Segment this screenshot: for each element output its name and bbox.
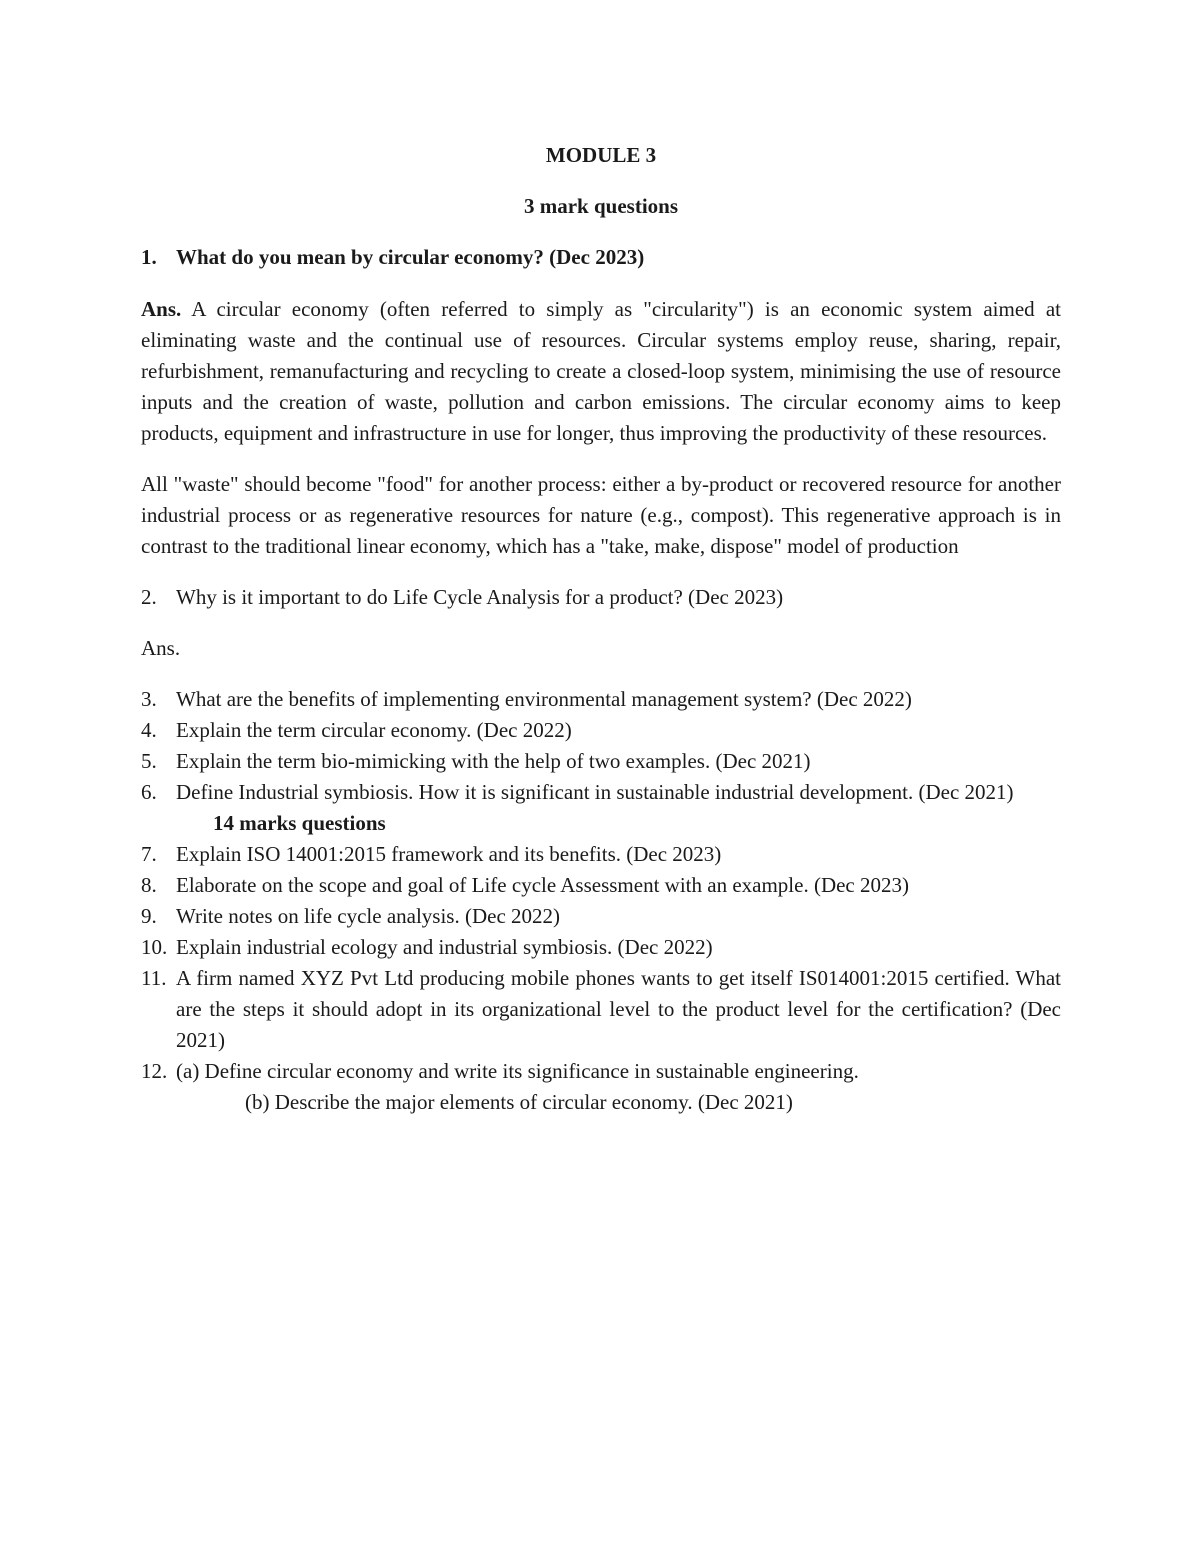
module-title: MODULE 3 [545,143,657,167]
question-number: 10. [141,935,168,959]
question-text: Explain industrial ecology and industrial symbiosis. (Dec 2022) [176,935,713,959]
list-item [141,870,1061,901]
question-text: Define Industrial symbiosis. How it is significant in sustainable industrial development. (Dec 2021) [176,780,1014,804]
question-number: 5. [141,749,157,773]
question-1 [141,242,1061,273]
question-text: Why is it important to do Life Cycle Analysis for a product? (Dec 2023) [176,585,784,609]
question-number: 3. [141,687,157,711]
question-list-14-marks [141,839,1061,1118]
question-number: 1. [141,245,157,269]
question-number: 7. [141,842,157,866]
question-number: 11. [141,966,167,990]
question-text: What are the benefits of implementing environmental management system? (Dec 2022) [176,687,912,711]
answer-2-label: Ans. [141,636,181,660]
list-item [141,839,1061,870]
question-number: 8. [141,873,157,897]
question-text: Explain the term circular economy. (Dec 2022) [176,718,572,742]
question-text: Write notes on life cycle analysis. (Dec 2022) [176,904,561,928]
section-heading-3-marks: 3 mark questions [523,194,679,218]
list-item [141,901,1061,932]
list-item [141,684,1061,715]
question-number: 4. [141,718,157,742]
list-item [141,932,1061,963]
list-item [141,715,1061,746]
list-item [141,963,1061,1056]
answer-1-paragraph-2: All "waste" should become "food" for another process: either a by-product or recovered resource for another industrial process or as regenerative resources for nature (e.g., compost). This regenerative approach is in contrast to the traditional linear economy, which has a "take, make, dispose" model of production [141,472,1061,558]
section-heading-14-marks: 14 marks questions [213,811,386,835]
answer-label: Ans. [141,297,182,321]
question-text: Explain the term bio-mimicking with the help of two examples. (Dec 2021) [176,749,811,773]
question-number: 2. [141,585,157,609]
question-text: What do you mean by circular economy? (Dec 2023) [176,245,645,269]
question-list-3-marks [141,684,1061,808]
document-content [141,140,1061,1118]
question-text [176,1056,1061,1118]
list-item [141,777,1061,808]
question-number: 12. [141,1059,168,1083]
question-text: Elaborate on the scope and goal of Life cycle Assessment with an example. (Dec 2023) [176,873,910,897]
question-number: 6. [141,780,157,804]
answer-text: A circular economy (often referred to simply as "circularity") is an economic system aimed at eliminating waste and the continual use of resources. Circular systems employ reuse, sharing, repair, refurbishment, remanufacturing and recycling to create a closed-loop system, minimising the use of resource inputs and the creation of waste, pollution and carbon emissions. The circular economy aims to keep products, equipment and infrastructure in use for longer, thus improving the productivity of these resources. [141,297,1061,445]
question-part-b: (b) Describe the major elements of circular economy. (Dec 2021) [245,1090,793,1114]
answer-1-paragraph-1 [141,294,1061,449]
list-item [141,746,1061,777]
list-item [141,1056,1061,1118]
question-text: A firm named XYZ Pvt Ltd producing mobile phones wants to get itself IS014001:2015 certified. What are the steps it should adopt in its organizational level to the product level for the certification? (Dec 2021) [176,966,1061,1052]
question-2 [141,582,1061,613]
question-part-a: (a) Define circular economy and write its significance in sustainable engineering. [176,1059,859,1083]
question-number: 9. [141,904,157,928]
question-text: Explain ISO 14001:2015 framework and its benefits. (Dec 2023) [176,842,722,866]
